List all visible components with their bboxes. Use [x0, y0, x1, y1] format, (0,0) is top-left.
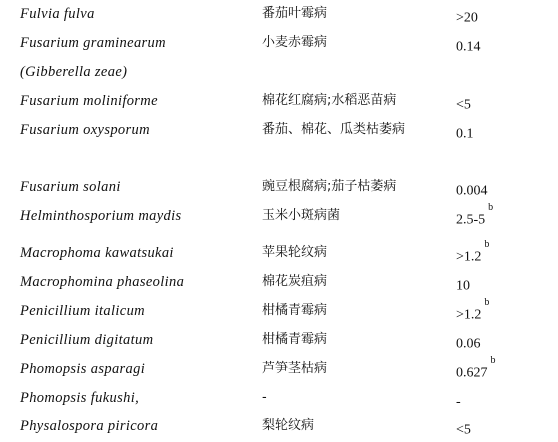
table-row	[0, 271, 558, 293]
organism-name: (Gibberella zeae)	[20, 64, 128, 80]
disease-name: 柑橘青霉病	[262, 303, 328, 318]
value-text: -	[456, 394, 461, 410]
organism-name: Fusarium graminearum	[20, 35, 166, 51]
activity-value	[456, 61, 459, 88]
table-row	[0, 90, 558, 112]
value-text: <5	[456, 422, 471, 438]
activity-value	[456, 355, 496, 385]
activity-value	[456, 415, 474, 442]
table-row	[0, 387, 558, 409]
disease-name: -	[262, 390, 267, 405]
activity-value	[456, 297, 490, 327]
value-text: 0.627	[456, 365, 488, 381]
value-text: 0.14	[456, 39, 481, 55]
organism-name: Fusarium oxysporum	[20, 122, 150, 138]
activity-value	[456, 202, 494, 232]
disease-name: 番茄、棉花、瓜类枯萎病	[262, 122, 406, 137]
activity-value	[456, 329, 484, 356]
organism-name: Penicillium italicum	[20, 303, 145, 319]
table-row	[0, 239, 558, 265]
disease-name: 玉米小斑病菌	[262, 208, 341, 223]
activity-value	[456, 271, 473, 298]
value-text: >1.2	[456, 249, 482, 265]
activity-value	[456, 176, 491, 203]
table-row	[0, 329, 558, 351]
value-text: >20	[456, 10, 478, 26]
table-row	[0, 119, 558, 141]
activity-value	[456, 239, 490, 269]
value-text: 2.5-5	[456, 212, 486, 228]
footnote-mark: b	[490, 355, 496, 366]
activity-value	[456, 3, 481, 30]
footnote-mark: b	[484, 297, 490, 308]
organism-name: Fusarium solani	[20, 179, 121, 195]
organism-name: Phomopsis asparagi	[20, 361, 146, 377]
table-row	[0, 176, 558, 198]
disease-name: 柑橘青霉病	[262, 332, 328, 347]
table-row	[0, 415, 558, 437]
disease-name: 棉花炭疽病	[262, 274, 328, 289]
organism-name: Physalospora piricora	[20, 418, 159, 434]
value-text: >1.2	[456, 307, 482, 323]
footnote-mark: b	[488, 202, 494, 213]
value-text: 0.06	[456, 336, 481, 352]
disease-name: 苹果轮纹病	[262, 245, 328, 260]
table-row	[0, 355, 558, 381]
disease-name: 小麦赤霉病	[262, 35, 328, 50]
organism-name: Fulvia fulva	[20, 6, 95, 22]
disease-name: 番茄叶霉病	[262, 6, 328, 21]
activity-value	[456, 119, 477, 146]
disease-name: 芦笋茎枯病	[262, 361, 328, 376]
table-row	[0, 202, 558, 228]
disease-name: 梨轮纹病	[262, 418, 315, 433]
organism-name: Macrophoma kawatsukai	[20, 245, 174, 261]
table-row	[0, 297, 558, 323]
disease-name: 棉花红腐病;水稻恶苗病	[262, 93, 397, 108]
value-text: 0.004	[456, 183, 488, 199]
disease-name: 豌豆根腐病;茄子枯萎病	[262, 179, 397, 194]
activity-value	[456, 387, 464, 414]
table-row	[0, 3, 558, 25]
activity-value	[456, 90, 474, 117]
value-text: <5	[456, 97, 471, 113]
organism-name: Fusarium moliniforme	[20, 93, 158, 109]
table-row	[0, 61, 558, 83]
organism-name: Macrophomina phaseolina	[20, 274, 185, 290]
organism-name: Phomopsis fukushi,	[20, 390, 140, 406]
activity-value	[456, 32, 484, 59]
value-text: 10	[456, 278, 470, 294]
footnote-mark: b	[484, 239, 490, 250]
value-text: 0.1	[456, 126, 474, 142]
table-row	[0, 32, 558, 54]
organism-name: Helminthosporium maydis	[20, 208, 182, 224]
organism-name: Penicillium digitatum	[20, 332, 154, 348]
